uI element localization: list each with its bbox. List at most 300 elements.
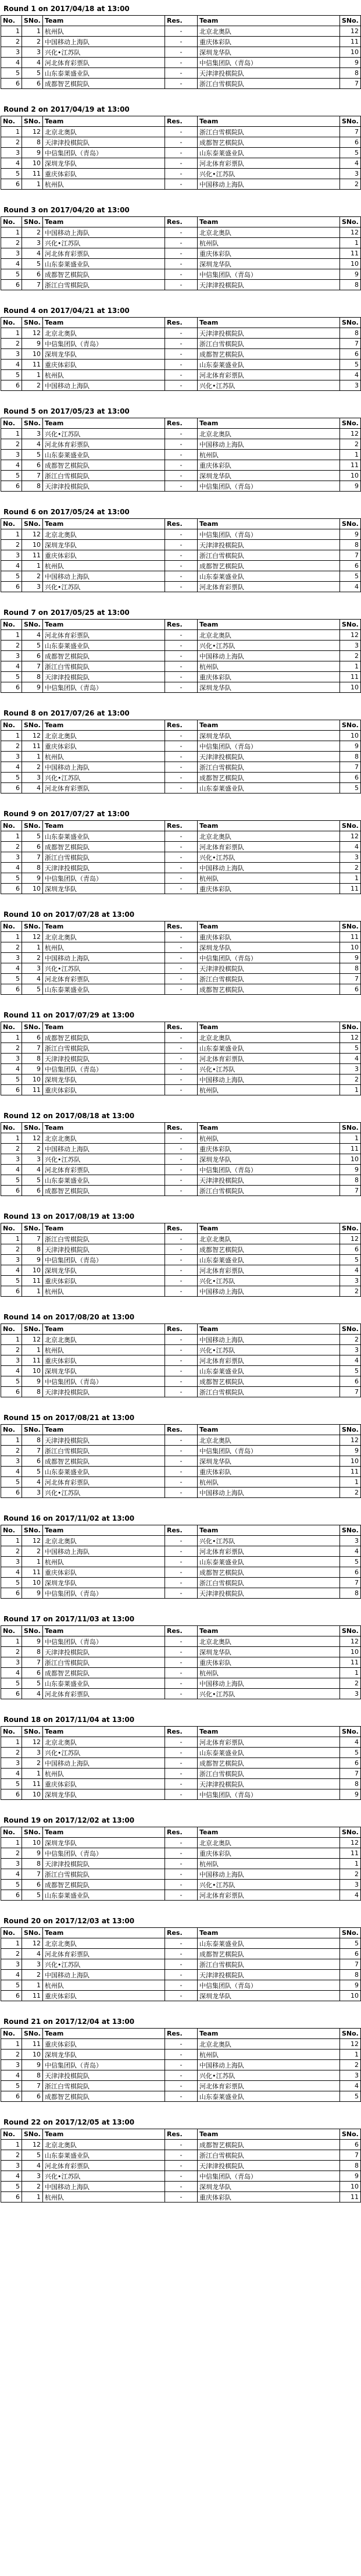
home-team: 重庆体彩队 — [43, 1779, 165, 1789]
home-team: 兴化•江苏队 — [43, 2171, 165, 2182]
home-team: 中信集团队（青岛） — [43, 1064, 165, 1074]
away-team: 重庆体彩队 — [198, 460, 340, 471]
away-seed-number: 5 — [340, 1366, 361, 1376]
board-number: 4 — [1, 1467, 22, 1477]
home-team: 杭州队 — [43, 561, 165, 571]
result: - — [165, 1435, 198, 1446]
home-seed-number: 6 — [22, 79, 43, 89]
header-row — [1, 620, 361, 630]
result: - — [165, 1991, 198, 2001]
board-number: 4 — [1, 1567, 22, 1578]
away-team: 兴化•江苏队 — [198, 2070, 340, 2081]
home-team: 山东泰莱盛业队 — [43, 1175, 165, 1186]
home-seed-number: 4 — [22, 439, 43, 450]
table-row — [1, 169, 361, 179]
home-team: 杭州队 — [43, 1980, 165, 1991]
column-header-no: No. — [1, 217, 22, 227]
round-title: Round 22 on 2017/12/05 at 13:00 — [3, 2118, 135, 2126]
round-title: Round 5 on 2017/05/23 at 13:00 — [3, 407, 130, 415]
home-seed-number: 6 — [22, 1186, 43, 1196]
home-seed-number: 12 — [22, 328, 43, 339]
round-title: Round 11 on 2017/07/29 at 13:00 — [3, 1011, 135, 1019]
result: - — [165, 630, 198, 641]
away-team: 兴化•江苏队 — [198, 169, 340, 179]
away-seed-number: 12 — [340, 2039, 361, 2050]
home-seed-number: 3 — [22, 582, 43, 592]
home-team: 浙江白雪棋院队 — [43, 1043, 165, 1054]
column-header-res: Res. — [165, 821, 198, 831]
away-team: 浙江白雪棋院队 — [198, 1578, 340, 1588]
home-team: 成都智艺棋院队 — [43, 460, 165, 471]
away-seed-number: 8 — [340, 1588, 361, 1599]
home-seed-number: 11 — [22, 360, 43, 370]
table-row — [1, 1085, 361, 1095]
away-team: 杭州队 — [198, 1477, 340, 1488]
away-seed-number: 6 — [340, 1758, 361, 1769]
column-header-res: Res. — [165, 921, 198, 932]
home-team: 杭州队 — [43, 2192, 165, 2203]
result: - — [165, 1488, 198, 1498]
away-seed-number: 12 — [340, 26, 361, 37]
result: - — [165, 1779, 198, 1789]
round-section — [0, 405, 361, 492]
away-team: 河北体育彩票队 — [198, 1546, 340, 1557]
column-header-res: Res. — [165, 620, 198, 630]
away-team: 成都智艺棋院队 — [198, 1567, 340, 1578]
round-section — [0, 1210, 361, 1297]
column-header-team2: Team — [198, 1123, 340, 1133]
away-team: 兴化•江苏队 — [198, 1689, 340, 1699]
table-row — [1, 1154, 361, 1165]
table-row — [1, 2192, 361, 2203]
board-number: 5 — [1, 1779, 22, 1789]
board-number: 5 — [1, 68, 22, 79]
away-seed-number: 11 — [340, 1467, 361, 1477]
away-seed-number: 4 — [340, 1054, 361, 1064]
home-seed-number: 3 — [22, 1488, 43, 1498]
result: - — [165, 1033, 198, 1043]
away-seed-number: 10 — [340, 2182, 361, 2192]
away-team: 中信集团队（青岛） — [198, 1446, 340, 1456]
away-seed-number: 1 — [340, 238, 361, 248]
away-team: 浙江白雪棋院队 — [198, 127, 340, 137]
table-row — [1, 550, 361, 561]
result: - — [165, 238, 198, 248]
away-team: 深圳龙华队 — [198, 731, 340, 741]
away-seed-number: 5 — [340, 1748, 361, 1758]
away-team: 河北体育彩票队 — [198, 1265, 340, 1276]
pairings-table — [1, 2028, 361, 2102]
home-team: 成都智艺棋院队 — [43, 1456, 165, 1467]
pairings-table — [1, 1827, 361, 1901]
away-seed-number: 8 — [340, 1970, 361, 1980]
column-header-res: Res. — [165, 1928, 198, 1938]
home-seed-number: 10 — [22, 540, 43, 550]
away-seed-number: 10 — [340, 1991, 361, 2001]
away-team: 天津津投棋院队 — [198, 1588, 340, 1599]
home-team: 浙江白雪棋院队 — [43, 471, 165, 481]
home-seed-number: 12 — [22, 2140, 43, 2150]
home-seed-number: 1 — [22, 561, 43, 571]
home-seed-number: 1 — [22, 752, 43, 762]
column-header-res: Res. — [165, 720, 198, 731]
result: - — [165, 1265, 198, 1276]
away-seed-number: 2 — [340, 1488, 361, 1498]
table-row — [1, 380, 361, 391]
away-team: 山东泰莱盛业队 — [198, 1255, 340, 1265]
home-team: 天津津投棋院队 — [43, 1859, 165, 1869]
header-row — [1, 519, 361, 529]
column-header-sno2: SNo. — [340, 1123, 361, 1133]
board-number: 1 — [1, 932, 22, 942]
column-header-no: No. — [1, 116, 22, 127]
column-header-team: Team — [43, 1827, 165, 1838]
away-seed-number: 7 — [340, 1959, 361, 1970]
header-row — [1, 2129, 361, 2140]
board-number: 4 — [1, 460, 22, 471]
result: - — [165, 460, 198, 471]
pairings-table — [1, 1625, 361, 1699]
away-seed-number: 9 — [340, 2171, 361, 2182]
result: - — [165, 227, 198, 238]
home-seed-number: 2 — [22, 571, 43, 582]
home-seed-number: 10 — [22, 349, 43, 360]
home-seed-number: 11 — [22, 550, 43, 561]
result: - — [165, 481, 198, 492]
header-row — [1, 821, 361, 831]
table-row — [1, 1980, 361, 1991]
column-header-team2: Team — [198, 1525, 340, 1536]
away-seed-number: 10 — [340, 471, 361, 481]
home-seed-number: 1 — [22, 1345, 43, 1355]
home-team: 杭州队 — [43, 942, 165, 953]
home-team: 兴化•江苏队 — [43, 963, 165, 974]
board-number: 6 — [1, 582, 22, 592]
result: - — [165, 752, 198, 762]
away-team: 深圳龙华队 — [198, 1647, 340, 1657]
column-header-sno2: SNo. — [340, 1223, 361, 1234]
table-row — [1, 2081, 361, 2091]
column-header-team2: Team — [198, 821, 340, 831]
home-seed-number: 8 — [22, 1859, 43, 1869]
board-number: 6 — [1, 79, 22, 89]
pairings-table — [1, 216, 361, 290]
home-team: 深圳龙华队 — [43, 2050, 165, 2060]
away-team: 北京北奥队 — [198, 831, 340, 842]
away-team: 兴化•江苏队 — [198, 1276, 340, 1286]
home-seed-number: 8 — [22, 1244, 43, 1255]
home-seed-number: 12 — [22, 127, 43, 137]
home-seed-number: 12 — [22, 1536, 43, 1546]
result: - — [165, 1980, 198, 1991]
result: - — [165, 37, 198, 47]
away-seed-number: 11 — [340, 932, 361, 942]
board-number: 4 — [1, 1668, 22, 1678]
result: - — [165, 582, 198, 592]
board-number: 5 — [1, 1980, 22, 1991]
home-seed-number: 6 — [22, 1033, 43, 1043]
home-seed-number: 5 — [22, 68, 43, 79]
table-row — [1, 47, 361, 58]
home-seed-number: 12 — [22, 1938, 43, 1949]
table-row — [1, 339, 361, 349]
board-number: 5 — [1, 1578, 22, 1588]
table-row — [1, 370, 361, 380]
round-section — [0, 304, 361, 391]
result: - — [165, 1165, 198, 1175]
table-row — [1, 1355, 361, 1366]
home-seed-number: 12 — [22, 731, 43, 741]
home-team: 重庆体彩队 — [43, 1085, 165, 1095]
header-row — [1, 1626, 361, 1636]
column-header-res: Res. — [165, 1727, 198, 1737]
header-row — [1, 1324, 361, 1335]
home-team: 天津津投棋院队 — [43, 1435, 165, 1446]
result: - — [165, 380, 198, 391]
home-seed-number: 7 — [22, 280, 43, 290]
board-number: 6 — [1, 1991, 22, 2001]
home-team: 重庆体彩队 — [43, 169, 165, 179]
column-header-sno: SNo. — [22, 1827, 43, 1838]
away-seed-number: 8 — [340, 963, 361, 974]
home-seed-number: 1 — [22, 2192, 43, 2203]
table-row — [1, 1657, 361, 1668]
home-team: 深圳龙华队 — [43, 1366, 165, 1376]
result: - — [165, 1657, 198, 1668]
board-number: 3 — [1, 1355, 22, 1366]
column-header-sno: SNo. — [22, 1727, 43, 1737]
column-header-sno2: SNo. — [340, 1324, 361, 1335]
home-seed-number: 2 — [22, 953, 43, 963]
home-team: 重庆体彩队 — [43, 360, 165, 370]
home-seed-number: 4 — [22, 58, 43, 68]
board-number: 1 — [1, 1335, 22, 1345]
result: - — [165, 2081, 198, 2091]
column-header-team2: Team — [198, 1727, 340, 1737]
column-header-sno2: SNo. — [340, 2129, 361, 2140]
home-team: 中信集团队（青岛） — [43, 2060, 165, 2070]
home-seed-number: 8 — [22, 672, 43, 682]
away-team: 中国移动上海队 — [198, 439, 340, 450]
away-team: 天津津投棋院队 — [198, 540, 340, 550]
away-team: 中信集团队（青岛） — [198, 481, 340, 492]
home-team: 成都智艺棋院队 — [43, 79, 165, 89]
column-header-sno2: SNo. — [340, 720, 361, 731]
board-number: 3 — [1, 1657, 22, 1668]
home-seed-number: 5 — [22, 1890, 43, 1901]
home-team: 浙江白雪棋院队 — [43, 1446, 165, 1456]
result: - — [165, 651, 198, 661]
board-number: 6 — [1, 783, 22, 794]
column-header-sno: SNo. — [22, 318, 43, 328]
column-header-res: Res. — [165, 1022, 198, 1033]
table-row — [1, 1890, 361, 1901]
home-team: 山东泰莱盛业队 — [43, 68, 165, 79]
round-title: Round 13 on 2017/08/19 at 13:00 — [3, 1212, 135, 1221]
away-team: 重庆体彩队 — [198, 884, 340, 894]
away-seed-number: 4 — [340, 370, 361, 380]
pairings-table — [1, 317, 361, 391]
home-team: 中国移动上海队 — [43, 1546, 165, 1557]
round-section — [0, 506, 361, 592]
result: - — [165, 1970, 198, 1980]
column-header-team2: Team — [198, 116, 340, 127]
away-seed-number: 7 — [340, 1769, 361, 1779]
round-title: Round 16 on 2017/11/02 at 13:00 — [3, 1514, 135, 1522]
header-row — [1, 720, 361, 731]
pairings-table — [1, 1927, 361, 2001]
table-row — [1, 1144, 361, 1154]
pairings-table — [1, 15, 361, 89]
column-header-no: No. — [1, 720, 22, 731]
home-team: 河北体育彩票队 — [43, 439, 165, 450]
home-team: 兴化•江苏队 — [43, 773, 165, 783]
column-header-no: No. — [1, 620, 22, 630]
home-seed-number: 11 — [22, 2039, 43, 2050]
column-header-sno2: SNo. — [340, 116, 361, 127]
round-section — [0, 1411, 361, 1498]
column-header-team: Team — [43, 821, 165, 831]
table-row — [1, 2070, 361, 2081]
home-seed-number: 5 — [22, 259, 43, 269]
column-header-res: Res. — [165, 2029, 198, 2039]
result: - — [165, 1345, 198, 1355]
home-seed-number: 2 — [22, 762, 43, 773]
home-seed-number: 10 — [22, 1789, 43, 1800]
pairings-table — [1, 1424, 361, 1498]
home-seed-number: 12 — [22, 932, 43, 942]
home-team: 北京北奥队 — [43, 328, 165, 339]
board-number: 4 — [1, 1366, 22, 1376]
away-team: 中国移动上海队 — [198, 1488, 340, 1498]
board-number: 2 — [1, 1244, 22, 1255]
away-team: 兴化•江苏队 — [198, 1345, 340, 1355]
board-number: 1 — [1, 2039, 22, 2050]
away-team: 深圳龙华队 — [198, 471, 340, 481]
result: - — [165, 248, 198, 259]
away-team: 杭州队 — [198, 2050, 340, 2060]
column-header-no: No. — [1, 921, 22, 932]
board-number: 4 — [1, 259, 22, 269]
away-team: 山东泰莱盛业队 — [198, 1748, 340, 1758]
column-header-no: No. — [1, 2029, 22, 2039]
away-seed-number: 2 — [340, 179, 361, 190]
header-row — [1, 116, 361, 127]
board-number: 3 — [1, 1054, 22, 1064]
away-team: 天津津投棋院队 — [198, 328, 340, 339]
board-number: 5 — [1, 169, 22, 179]
board-number: 1 — [1, 127, 22, 137]
away-seed-number: 7 — [340, 1578, 361, 1588]
home-seed-number: 7 — [22, 1869, 43, 1880]
home-seed-number: 8 — [22, 1435, 43, 1446]
away-seed-number: 8 — [340, 328, 361, 339]
away-team: 北京北奥队 — [198, 227, 340, 238]
away-team: 中国移动上海队 — [198, 1869, 340, 1880]
board-number: 5 — [1, 974, 22, 984]
board-number: 6 — [1, 2192, 22, 2203]
home-team: 成都智艺棋院队 — [43, 269, 165, 280]
home-seed-number: 6 — [22, 1456, 43, 1467]
home-team: 重庆体彩队 — [43, 2039, 165, 2050]
home-seed-number: 7 — [22, 2081, 43, 2091]
home-seed-number: 4 — [22, 248, 43, 259]
away-team: 成都智艺棋院队 — [198, 1376, 340, 1387]
away-team: 杭州队 — [198, 1859, 340, 1869]
home-team: 杭州队 — [43, 370, 165, 380]
table-row — [1, 1636, 361, 1647]
home-team: 浙江白雪棋院队 — [43, 2081, 165, 2091]
away-seed-number: 11 — [340, 1657, 361, 1668]
column-header-sno2: SNo. — [340, 1022, 361, 1033]
table-row — [1, 1668, 361, 1678]
column-header-team2: Team — [198, 318, 340, 328]
table-row — [1, 280, 361, 290]
table-row — [1, 682, 361, 693]
board-number: 3 — [1, 953, 22, 963]
round-section — [0, 2015, 361, 2102]
away-team: 兴化•江苏队 — [198, 1064, 340, 1074]
away-team: 天津津投棋院队 — [198, 1779, 340, 1789]
column-header-sno: SNo. — [22, 1425, 43, 1435]
result: - — [165, 1085, 198, 1095]
away-seed-number: 9 — [340, 58, 361, 68]
result: - — [165, 1286, 198, 1297]
away-seed-number: 6 — [340, 349, 361, 360]
home-team: 重庆体彩队 — [43, 1991, 165, 2001]
table-row — [1, 1335, 361, 1345]
board-number: 5 — [1, 773, 22, 783]
away-seed-number: 2 — [340, 1678, 361, 1689]
round-title: Round 4 on 2017/04/21 at 13:00 — [3, 307, 130, 315]
home-team: 浙江白雪棋院队 — [43, 1657, 165, 1668]
result: - — [165, 831, 198, 842]
home-seed-number: 1 — [22, 370, 43, 380]
result: - — [165, 661, 198, 672]
table-row — [1, 429, 361, 439]
home-team: 中信集团队（青岛） — [43, 1636, 165, 1647]
board-number: 6 — [1, 280, 22, 290]
board-number: 1 — [1, 630, 22, 641]
result: - — [165, 360, 198, 370]
away-seed-number: 9 — [340, 1165, 361, 1175]
home-team: 杭州队 — [43, 179, 165, 190]
board-number: 4 — [1, 58, 22, 68]
away-seed-number: 4 — [340, 1546, 361, 1557]
table-row — [1, 1578, 361, 1588]
board-number: 1 — [1, 1838, 22, 1848]
table-row — [1, 651, 361, 661]
home-team: 天津津投棋院队 — [43, 481, 165, 492]
away-team: 深圳龙华队 — [198, 942, 340, 953]
table-row — [1, 1064, 361, 1074]
column-header-res: Res. — [165, 418, 198, 429]
home-team: 北京北奥队 — [43, 731, 165, 741]
away-seed-number: 4 — [340, 582, 361, 592]
away-seed-number: 1 — [340, 873, 361, 884]
table-row — [1, 1758, 361, 1769]
away-seed-number: 10 — [340, 1154, 361, 1165]
board-number: 3 — [1, 752, 22, 762]
away-seed-number: 8 — [340, 752, 361, 762]
round-section — [0, 807, 361, 894]
board-number: 1 — [1, 227, 22, 238]
table-row — [1, 1970, 361, 1980]
board-number: 3 — [1, 349, 22, 360]
home-seed-number: 4 — [22, 1689, 43, 1699]
away-seed-number: 12 — [340, 1033, 361, 1043]
column-header-no: No. — [1, 1324, 22, 1335]
